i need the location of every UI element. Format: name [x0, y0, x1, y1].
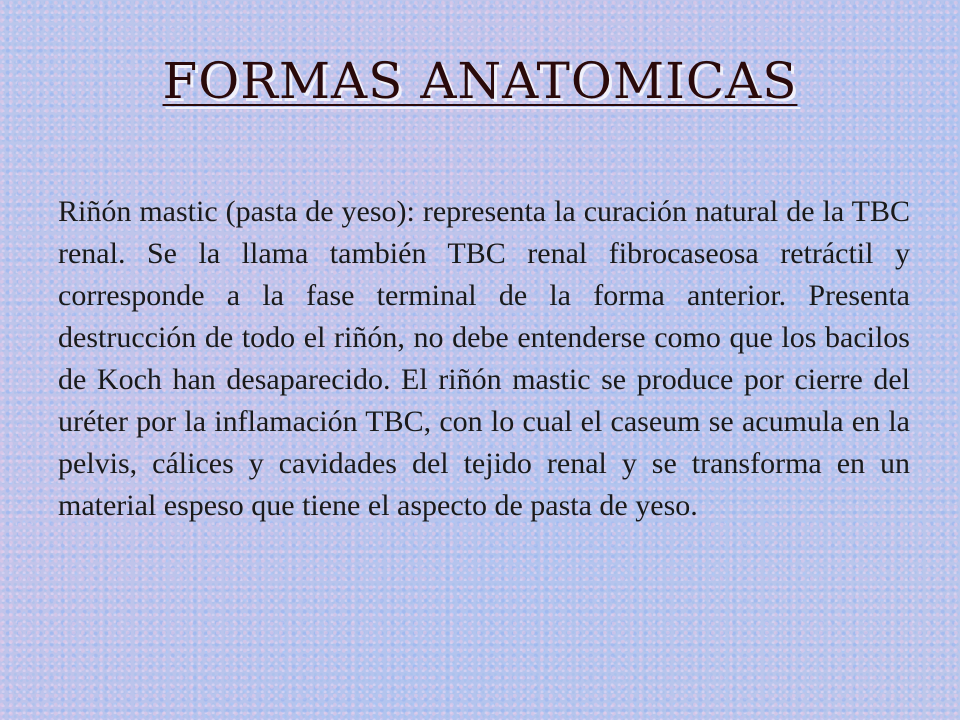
slide-title: FORMAS ANATOMICAS — [162, 52, 798, 110]
slide-body-text: Riñón mastic (pasta de yeso): representa la curación natural de la TBC renal. Se la llama también TBC renal fibrocaseosa retráctil y corresponde a la fase terminal de la forma anterior. Presenta destrucción de todo el riñón, no debe entenderse como que los bacilos de Koch han desaparecido. El riñón mastic se produce por cierre del uréter por la inflamación TBC, con lo cual el caseum se acumula en la pelvis, cálices y cavidades del tejido renal y se transforma en un material espeso que tiene el aspecto de pasta de yeso. — [58, 195, 910, 522]
